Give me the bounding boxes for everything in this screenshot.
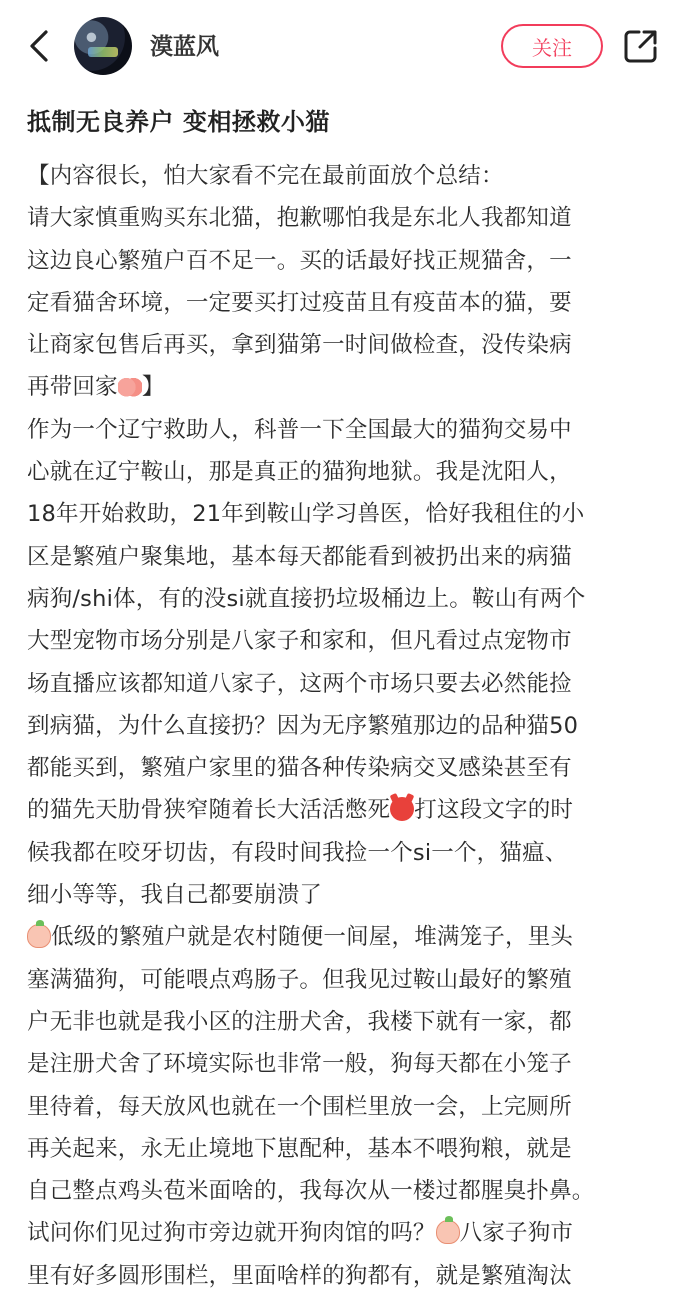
angry-devil-icon bbox=[390, 797, 414, 821]
body-line: 18年开始救助，21年到鞍山学习兽医，恰好我租住的小 bbox=[27, 501, 585, 528]
body-line: 自己整点鸡头苞米面啥的，我每次从一楼过都腥臭扑鼻。 bbox=[27, 1178, 595, 1205]
post-body bbox=[27, 155, 667, 1297]
body-line: 【内容很长，怕大家看不完在最前面放个总结： bbox=[27, 163, 504, 189]
post-title: 抵制无良养户 变相拯救小猫 bbox=[27, 108, 330, 136]
share-icon[interactable] bbox=[623, 28, 659, 64]
body-line: 场直播应该都知道八家子，这两个市场只要去必然能捡 bbox=[27, 670, 572, 697]
body-line: 大型宠物市场分别是八家子和家和，但凡看过点宠物市 bbox=[27, 628, 572, 655]
body-line: 请大家慎重购买东北猫，抱歉哪怕我是东北人我都知道 bbox=[27, 205, 572, 232]
follow-button[interactable]: 关注 bbox=[501, 24, 603, 68]
body-line: 区是繁殖户聚集地，基本每天都能看到被扔出来的病猫 bbox=[27, 543, 572, 570]
body-line: 到病猫，为什么直接扔？因为无序繁殖那边的品种猫50 bbox=[27, 712, 579, 739]
body-line: 再带回家 】 bbox=[27, 374, 165, 401]
avatar[interactable] bbox=[74, 17, 132, 75]
peach-face-icon bbox=[436, 1220, 460, 1244]
body-line: 里有好多圆形围栏，里面啥样的狗都有，就是繁殖淘汰 bbox=[27, 1262, 572, 1289]
body-line: 定看猫舍环境，一定要买打过疫苗且有疫苗本的猫，要 bbox=[27, 289, 572, 316]
body-line: 户无非也就是我小区的注册犬舍，我楼下就有一家，都 bbox=[27, 1008, 572, 1035]
body-line: 心就在辽宁鞍山，那是真正的猫狗地狱。我是沈阳人， bbox=[27, 459, 572, 486]
top-bar bbox=[0, 0, 690, 96]
body-line: 病狗/shi体，有的没si就直接扔垃圾桶边上。鞍山有两个 bbox=[27, 585, 586, 612]
body-line: 塞满猫狗，可能喂点鸡肠子。但我见过鞍山最好的繁殖 bbox=[27, 966, 572, 993]
body-line: 里待着，每天放风也就在一个围栏里放一会，上完厕所 bbox=[27, 1093, 572, 1120]
body-line: 试问你们见过狗市旁边就开狗肉馆的吗？ 八家子狗市 bbox=[27, 1220, 574, 1247]
body-line: 候我都在咬牙切齿，有段时间我捡一个si一个，猫瘟、 bbox=[27, 839, 568, 866]
peach-face-icon bbox=[27, 924, 51, 948]
body-line: 让商家包售后再买，拿到猫第一时间做检查，没传染病 bbox=[27, 332, 572, 359]
body-line: 再关起来，永无止境地下崽配种，基本不喂狗粮，就是 bbox=[27, 1135, 572, 1162]
username[interactable]: 漠蓝风 bbox=[150, 34, 219, 60]
praying-hands-icon bbox=[118, 374, 142, 398]
body-line: 低级的繁殖户就是农村随便一间屋，堆满笼子，里头 bbox=[27, 916, 667, 958]
body-line: 作为一个辽宁救助人，科普一下全国最大的猫狗交易中 bbox=[27, 416, 572, 443]
body-line: 细小等等，我自己都要崩溃了 bbox=[27, 882, 323, 909]
body-line: 是注册犬舍了环境实际也非常一般，狗每天都在小笼子 bbox=[27, 1051, 572, 1078]
body-line: 这边良心繁殖户百不足一。买的话最好找正规猫舍，一 bbox=[27, 247, 572, 274]
body-line: 的猫先天肋骨狭窄随着长大活活憋死 打这段文字的时 bbox=[27, 797, 574, 824]
body-line: 都能买到，繁殖户家里的猫各种传染病交叉感染甚至有 bbox=[27, 755, 572, 782]
back-chevron-icon[interactable] bbox=[26, 26, 56, 66]
